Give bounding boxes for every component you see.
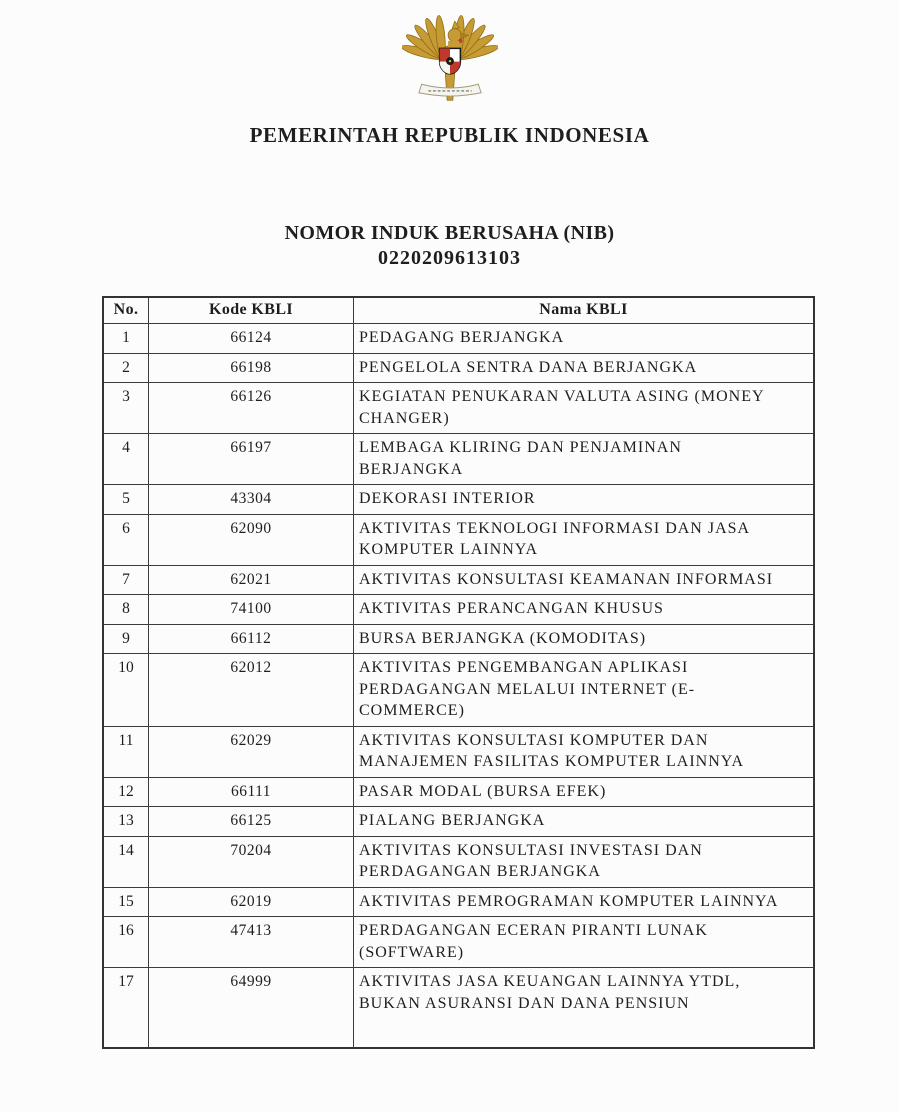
nama-kbli-line: PERDAGANGAN ECERAN PIRANTI LUNAK xyxy=(359,922,708,939)
table-row xyxy=(103,565,814,595)
nama-kbli-cell xyxy=(354,777,815,807)
nama-kbli-line: AKTIVITAS PEMROGRAMAN KOMPUTER LAINNYA xyxy=(359,892,779,910)
nama-kbli-cell xyxy=(354,434,815,485)
nama-kbli-line: PENGELOLA SENTRA DANA BERJANGKA xyxy=(359,358,698,376)
nama-kbli-cell xyxy=(354,887,815,917)
table-row xyxy=(103,777,814,807)
row-number-cell: 11 xyxy=(103,726,149,777)
pancasila-shield xyxy=(439,48,460,73)
nama-kbli-line: COMMERCE) xyxy=(359,702,465,719)
nama-kbli-line: CHANGER) xyxy=(359,409,450,427)
header-row xyxy=(103,297,814,324)
nama-kbli-line: BERJANGKA xyxy=(359,460,464,478)
government-title: PEMERINTAH REPUBLIK INDONESIA xyxy=(249,123,650,147)
nama-kbli-cell xyxy=(354,624,815,654)
row-number-cell: 6 xyxy=(103,514,149,565)
nama-kbli-line: LEMBAGA KLIRING DAN PENJAMINAN xyxy=(359,439,682,456)
row-number-cell: 17 xyxy=(103,968,149,1049)
nama-kbli-line: PIALANG BERJANGKA xyxy=(359,812,546,829)
table-row xyxy=(103,624,814,654)
kode-kbli-cell: 66197 xyxy=(149,434,354,485)
kode-kbli-cell: 62090 xyxy=(149,514,354,565)
nama-kbli-line: AKTIVITAS KONSULTASI KOMPUTER DAN xyxy=(359,731,709,749)
nama-kbli-line: KOMPUTER LAINNYA xyxy=(359,541,539,558)
nama-kbli-cell xyxy=(354,324,815,354)
kbli-table-container xyxy=(102,296,899,1049)
nama-kbli-line: AKTIVITAS KONSULTASI KEAMANAN INFORMASI xyxy=(359,570,774,588)
nama-kbli-line: MANAJEMEN FASILITAS KOMPUTER LAINNYA xyxy=(359,753,745,770)
kode-kbli-cell: 62019 xyxy=(149,887,354,917)
row-number-cell: 7 xyxy=(103,565,149,595)
column-header-kode-kbli: Kode KBLI xyxy=(149,297,354,324)
table-row xyxy=(103,887,814,917)
emblem-container xyxy=(0,0,899,107)
nama-kbli-line: PASAR MODAL (BURSA EFEK) xyxy=(359,782,607,800)
kode-kbli-cell: 47413 xyxy=(149,917,354,968)
nama-kbli-cell xyxy=(354,565,815,595)
table-row xyxy=(103,968,814,1049)
nama-kbli-line: KEGIATAN PENUKARAN VALUTA ASING (MONEY xyxy=(359,388,765,405)
nama-kbli-line: PERDAGANGAN BERJANGKA xyxy=(359,863,601,880)
kode-kbli-cell: 62029 xyxy=(149,726,354,777)
table-row xyxy=(103,726,814,777)
kode-kbli-cell: 74100 xyxy=(149,595,354,625)
nama-kbli-cell xyxy=(354,726,815,777)
row-number-cell: 5 xyxy=(103,485,149,515)
nama-kbli-line: AKTIVITAS TEKNOLOGI INFORMASI DAN JASA xyxy=(359,519,751,537)
kode-kbli-cell: 43304 xyxy=(149,485,354,515)
row-number-cell: 10 xyxy=(103,654,149,727)
document-title: NOMOR INDUK BERUSAHA (NIB) xyxy=(284,222,615,244)
nama-kbli-cell xyxy=(354,917,815,968)
table-row xyxy=(103,353,814,383)
nama-kbli-cell xyxy=(354,514,815,565)
row-number-cell: 12 xyxy=(103,777,149,807)
kode-kbli-cell: 62021 xyxy=(149,565,354,595)
column-header-no: No. xyxy=(103,297,149,324)
kode-kbli-cell: 66125 xyxy=(149,807,354,837)
nama-kbli-cell xyxy=(354,383,815,434)
row-number-cell: 14 xyxy=(103,836,149,887)
nama-kbli-line: PERDAGANGAN MELALUI INTERNET (E- xyxy=(359,680,696,698)
table-row xyxy=(103,324,814,354)
nama-kbli-line: DEKORASI INTERIOR xyxy=(359,490,536,507)
document-heading xyxy=(0,221,899,271)
table-row xyxy=(103,917,814,968)
row-number-cell: 15 xyxy=(103,887,149,917)
nama-kbli-line: AKTIVITAS PERANCANGAN KHUSUS xyxy=(359,600,664,617)
kode-kbli-cell: 66124 xyxy=(149,324,354,354)
nama-kbli-cell xyxy=(354,968,815,1049)
nama-kbli-line: BUKAN ASURANSI DAN DANA PENSIUN xyxy=(359,994,690,1012)
table-row xyxy=(103,836,814,887)
kbli-table-header xyxy=(103,297,814,324)
row-number-cell: 3 xyxy=(103,383,149,434)
nama-kbli-cell xyxy=(354,807,815,837)
kbli-table-body xyxy=(103,324,814,1049)
row-number-cell: 16 xyxy=(103,917,149,968)
nama-kbli-cell xyxy=(354,485,815,515)
table-row xyxy=(103,514,814,565)
nama-kbli-cell xyxy=(354,836,815,887)
nama-kbli-cell xyxy=(354,654,815,727)
kode-kbli-cell: 66198 xyxy=(149,353,354,383)
table-row xyxy=(103,654,814,727)
table-row xyxy=(103,807,814,837)
kode-kbli-cell: 64999 xyxy=(149,968,354,1049)
nama-kbli-cell xyxy=(354,353,815,383)
nama-kbli-cell xyxy=(354,595,815,625)
table-row xyxy=(103,595,814,625)
table-row xyxy=(103,434,814,485)
row-number-cell: 8 xyxy=(103,595,149,625)
row-number-cell: 2 xyxy=(103,353,149,383)
row-number-cell: 13 xyxy=(103,807,149,837)
nama-kbli-line: PEDAGANG BERJANGKA xyxy=(359,329,565,346)
nib-number: 0220209613103 xyxy=(378,247,521,269)
row-number-cell: 4 xyxy=(103,434,149,485)
row-number-cell: 1 xyxy=(103,324,149,354)
kode-kbli-cell: 70204 xyxy=(149,836,354,887)
kode-kbli-cell: 62012 xyxy=(149,654,354,727)
nama-kbli-line: (SOFTWARE) xyxy=(359,943,465,961)
kode-kbli-cell: 66111 xyxy=(149,777,354,807)
nama-kbli-line: BURSA BERJANGKA (KOMODITAS) xyxy=(359,629,647,647)
kbli-table xyxy=(102,296,815,1049)
nama-kbli-line: AKTIVITAS PENGEMBANGAN APLIKASI xyxy=(359,659,689,676)
column-header-nama-kbli: Nama KBLI xyxy=(354,297,815,324)
nama-kbli-line: AKTIVITAS KONSULTASI INVESTASI DAN xyxy=(359,841,703,859)
table-row xyxy=(103,485,814,515)
kode-kbli-cell: 66112 xyxy=(149,624,354,654)
garuda-pancasila-emblem xyxy=(402,5,498,105)
table-row xyxy=(103,383,814,434)
nama-kbli-line: AKTIVITAS JASA KEUANGAN LAINNYA YTDL, xyxy=(359,973,741,990)
row-number-cell: 9 xyxy=(103,624,149,654)
kode-kbli-cell: 66126 xyxy=(149,383,354,434)
